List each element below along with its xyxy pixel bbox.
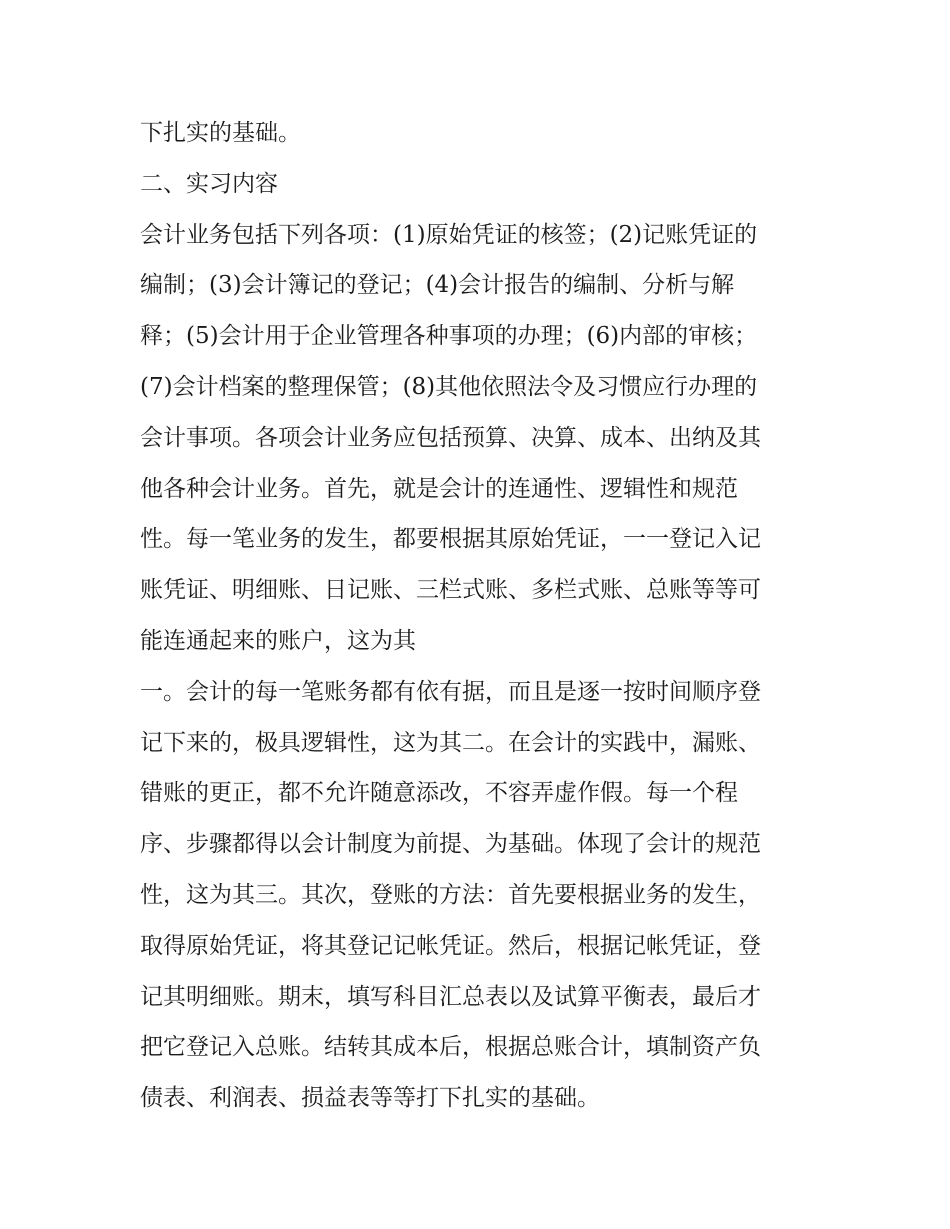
text-line: 会计业务包括下列各项：(1)原始凭证的核签；(2)记账凭证的 — [140, 221, 758, 248]
body-text — [140, 108, 820, 1124]
text-line: 性。每一笔业务的发生，都要根据其原始凭证，一一登记入记 — [140, 526, 761, 553]
text-line: 账凭证、明细账、日记账、三栏式账、多栏式账、总账等等可 — [140, 577, 761, 604]
text-line: 性，这为其三。其次，登账的方法：首先要根据业务的发生， — [140, 881, 761, 908]
text-line: (7)会计档案的整理保管；(8)其他依照法令及习惯应行办理的 — [140, 373, 758, 400]
text-line: 记其明细账。期末，填写科目汇总表以及试算平衡表，最后才 — [140, 983, 761, 1010]
text-line: 编制；(3)会计簿记的登记；(4)会计报告的编制、分析与解 — [140, 272, 735, 299]
text-line: 取得原始凭证，将其登记记帐凭证。然后，根据记帐凭证，登 — [140, 932, 761, 959]
text-line: 一。会计的每一笔账务都有依有据，而且是逐一按时间顺序登 — [140, 678, 761, 705]
text-line: 把它登记入总账。结转其成本后，根据总账合计，填制资产负 — [140, 1034, 761, 1061]
text-line: 他各种会计业务。首先，就是会计的连通性、逻辑性和规范 — [140, 475, 738, 502]
section-heading: 二、实习内容 — [140, 170, 278, 197]
text-line: 会计事项。各项会计业务应包括预算、决算、成本、出纳及其 — [140, 424, 761, 451]
text-line: 序、步骤都得以会计制度为前提、为基础。体现了会计的规范 — [140, 831, 761, 858]
text-line: 记下来的，极具逻辑性，这为其二。在会计的实践中，漏账、 — [140, 729, 761, 756]
text-line: 下扎实的基础。 — [140, 120, 301, 146]
text-line: 债表、利润表、损益表等等打下扎实的基础。 — [140, 1085, 600, 1112]
text-line: 错账的更正，都不允许随意添改，不容弄虚作假。每一个程 — [140, 780, 738, 807]
text-line: 释；(5)会计用于企业管理各种事项的办理；(6)内部的审核； — [140, 323, 758, 350]
text-line: 能连通起来的账户，这为其 — [140, 627, 416, 654]
